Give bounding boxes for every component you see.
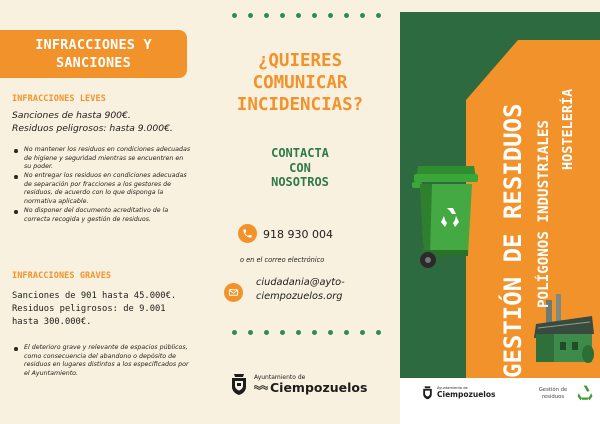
dots-divider-bottom — [232, 330, 381, 335]
leves-sancion-1: Sanciones de hasta 900€. — [12, 110, 131, 121]
recycle-icon — [576, 384, 594, 402]
graves-sancion-1: Sanciones de 901 hasta 45.000€. — [12, 291, 177, 301]
panel-title-line: SANCIONES — [56, 55, 131, 71]
question-heading — [200, 50, 400, 116]
cover-title: GESTIÓN DE RESIDUOS — [499, 103, 527, 378]
graves-sancion-2: Residuos peligrosos: de 9.001 hasta 300.000€. — [12, 304, 166, 327]
email-line: ciudadania@ayto- — [256, 277, 345, 288]
ayuntamiento-logo — [230, 372, 367, 396]
footer-gestion-label: Gestión de residuos — [538, 387, 568, 400]
list-item: No mantener los residuos en condiciones adecuadas de higiene y seguridad mientras se encuentren en su poder. — [12, 146, 192, 172]
or-email-text: o en el correo electrónico — [240, 256, 325, 264]
coat-of-arms-icon — [422, 385, 433, 400]
contact-panel — [200, 0, 400, 424]
question-line: ¿QUIERES — [257, 51, 343, 71]
contact-line: CON — [289, 160, 311, 175]
infracciones-title-banner — [0, 30, 187, 78]
email-line: ciempozuelos.org — [256, 291, 343, 302]
contact-heading — [200, 146, 400, 190]
infracciones-panel — [0, 0, 200, 424]
graves-heading: INFRACCIONES GRAVES — [12, 271, 112, 281]
graves-list — [12, 344, 192, 379]
leves-heading: INFRACCIONES LEVES — [12, 94, 106, 104]
leves-sancion-2: Residuos peligrosos: hasta 9.000€. — [12, 123, 173, 134]
footer-org-big: Ciempozuelos — [437, 390, 496, 399]
phone-icon — [238, 224, 257, 243]
trash-bin-icon — [412, 160, 480, 270]
list-item: No disponer del documento acreditativo de la correcta recogida y gestión de residuos. — [12, 207, 192, 224]
list-item: El deterioro grave y relevante de espacios públicos, como consecuencia del abandono o depósito de residuos en lugares distintos a los especificados por el Ayuntamiento. — [12, 344, 192, 378]
phone-number[interactable]: 918 930 004 — [263, 228, 333, 241]
wave-icon — [254, 385, 268, 390]
list-item: No entregar los residuos en condiciones adecuadas de separación por fracciones a los gestores de residuos, de acuerdo con lo que disponga la normativa aplicable. — [12, 172, 192, 206]
org-big-label: Ciempozuelos — [270, 380, 368, 395]
email-address[interactable] — [256, 276, 345, 304]
cover-panel — [400, 0, 600, 424]
footer-org-small: Ayuntamiento de — [437, 386, 468, 390]
question-line: INCIDENCIAS? — [236, 95, 364, 115]
coat-of-arms-icon — [230, 372, 248, 396]
footer-ayuntamiento-logo — [422, 385, 495, 400]
leves-list — [12, 146, 192, 225]
dots-divider-top — [232, 13, 381, 18]
contact-line: NOSOTROS — [271, 175, 329, 189]
question-line: COMUNICAR — [252, 73, 348, 93]
mail-icon — [224, 283, 243, 302]
cover-subtitle-1: POLÍGONOS INDUSTRIALES — [536, 120, 552, 308]
panel-title-line: INFRACCIONES Y — [35, 37, 152, 53]
contact-line: CONTACTA — [271, 146, 329, 160]
org-small-label: Ayuntamiento de — [254, 374, 306, 381]
cover-subtitle-2: HOSTELERÍA — [560, 88, 576, 170]
